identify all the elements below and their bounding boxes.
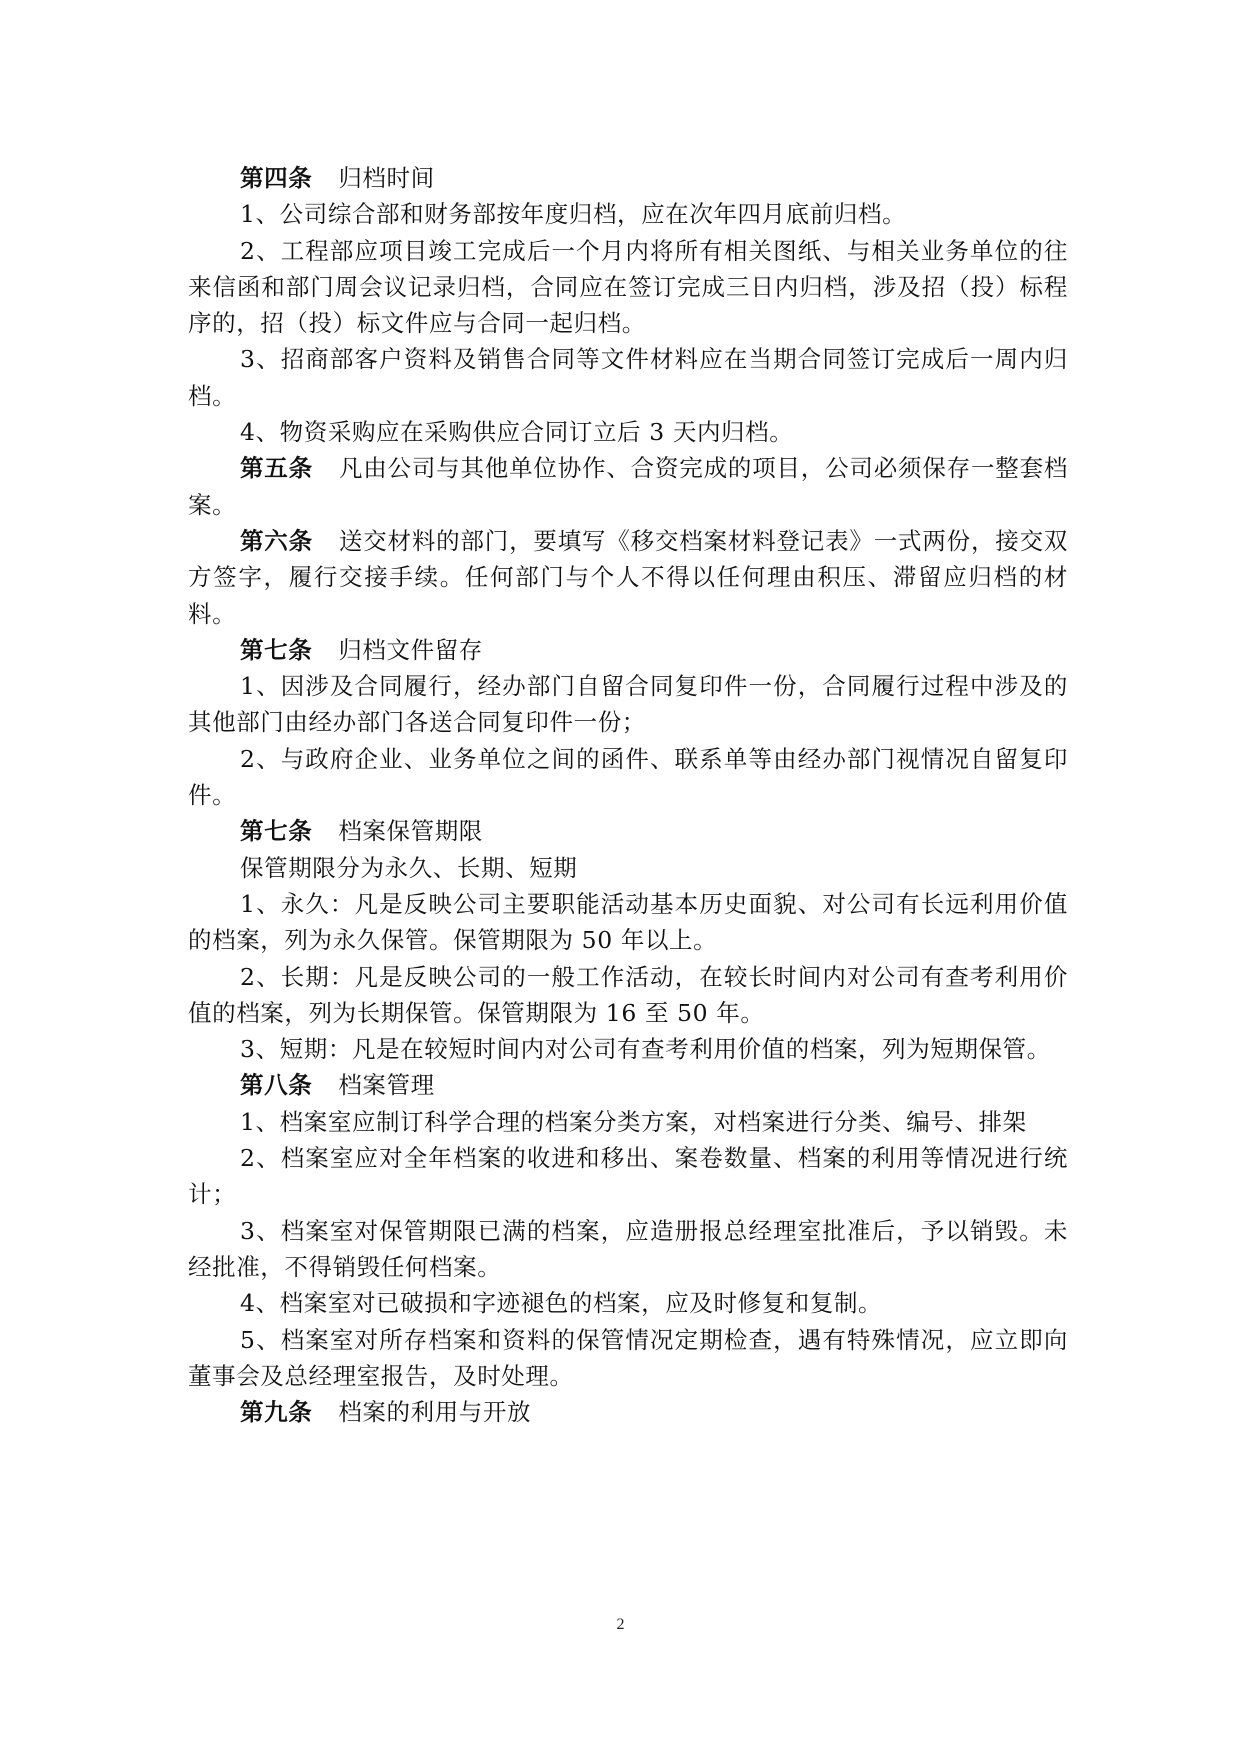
paragraph: 5、档案室对所存档案和资料的保管情况定期检查，遇有特殊情况，应立即向董事会及总经理室报告，及时处理。 bbox=[188, 1325, 1068, 1390]
article-5 bbox=[188, 450, 1068, 523]
article-label: 第七条 bbox=[240, 817, 313, 846]
article-title: 档案的利用与开放 bbox=[338, 1398, 532, 1427]
paragraph: 2、工程部应项目竣工完成后一个月内将所有相关图纸、与相关业务单位的往来信函和部门周会议记录归档，合同应在签订完成三日内归档，涉及招（投）标程序的，招（投）标文件应与合同一起归档。 bbox=[188, 236, 1068, 338]
paragraph: 3、档案室对保管期限已满的档案，应造册报总经理室批准后，予以销毁。未经批准，不得销毁任何档案。 bbox=[188, 1216, 1068, 1281]
paragraph: 1、永久：凡是反映公司主要职能活动基本历史面貌、对公司有长远利用价值的档案，列为永久保管。保管期限为 50 年以上。 bbox=[188, 889, 1068, 955]
paragraph: 2、档案室应对全年档案的收进和移出、案卷数量、档案的利用等情况进行统计； bbox=[188, 1144, 1068, 1209]
article-text: 凡由公司与其他单位协作、合资完成的项目，公司必须保存一整套档案。 bbox=[188, 454, 1068, 519]
article-label: 第四条 bbox=[240, 164, 313, 192]
article-label: 第七条 bbox=[240, 635, 313, 664]
article-heading-4 bbox=[188, 160, 1068, 196]
paragraph: 4、档案室对已破损和字迹褪色的档案，应及时修复和复制。 bbox=[240, 1289, 883, 1318]
paragraph: 3、招商部客户资料及销售合同等文件材料应在当期合同签订完成后一周内归档。 bbox=[188, 345, 1068, 410]
paragraph: 1、因涉及合同履行，经办部门自留合同复印件一份，合同履行过程中涉及的其他部门由经办部门各送合同复印件一份； bbox=[188, 672, 1068, 737]
article-label: 第九条 bbox=[240, 1398, 313, 1427]
article-title: 档案管理 bbox=[338, 1071, 435, 1100]
article-title: 归档文件留存 bbox=[338, 635, 483, 664]
article-heading-8 bbox=[188, 1067, 1068, 1103]
article-title: 归档时间 bbox=[338, 164, 435, 192]
article-text: 送交材料的部门，要填写《移交档案材料登记表》一式两份，接交双方签字，履行交接手续。任何部门与个人不得以任何理由积压、滞留应归档的材料。 bbox=[188, 526, 1068, 628]
paragraph: 2、长期：凡是反映公司的一般工作活动，在较长时间内对公司有查考利用价值的档案，列为长期保管。保管期限为 16 至 50 年。 bbox=[188, 962, 1068, 1027]
paragraph: 保管期限分为永久、长期、短期 bbox=[240, 853, 578, 882]
article-label: 第六条 bbox=[240, 526, 313, 555]
paragraph: 1、档案室应制订科学合理的档案分类方案，对档案进行分类、编号、排架 bbox=[240, 1107, 1027, 1136]
article-label: 第八条 bbox=[240, 1071, 313, 1100]
paragraph: 1、公司综合部和财务部按年度归档，应在次年四月底前归档。 bbox=[240, 200, 907, 229]
page-number: 2 bbox=[616, 1616, 625, 1633]
paragraph: 3、短期：凡是在较短时间内对公司有查考利用价值的档案，列为短期保管。 bbox=[240, 1035, 1051, 1064]
document-body bbox=[188, 160, 1068, 1430]
article-title: 档案保管期限 bbox=[338, 817, 483, 846]
article-label: 第五条 bbox=[240, 454, 313, 483]
article-heading-9 bbox=[188, 1394, 1068, 1430]
article-heading-7a bbox=[188, 632, 1068, 668]
paragraph: 2、与政府企业、业务单位之间的函件、联系单等由经办部门视情况自留复印件。 bbox=[188, 744, 1068, 810]
article-6 bbox=[188, 523, 1068, 632]
article-heading-7b bbox=[188, 813, 1068, 849]
paragraph: 4、物资采购应在采购供应合同订立后 3 天内归档。 bbox=[240, 418, 794, 447]
